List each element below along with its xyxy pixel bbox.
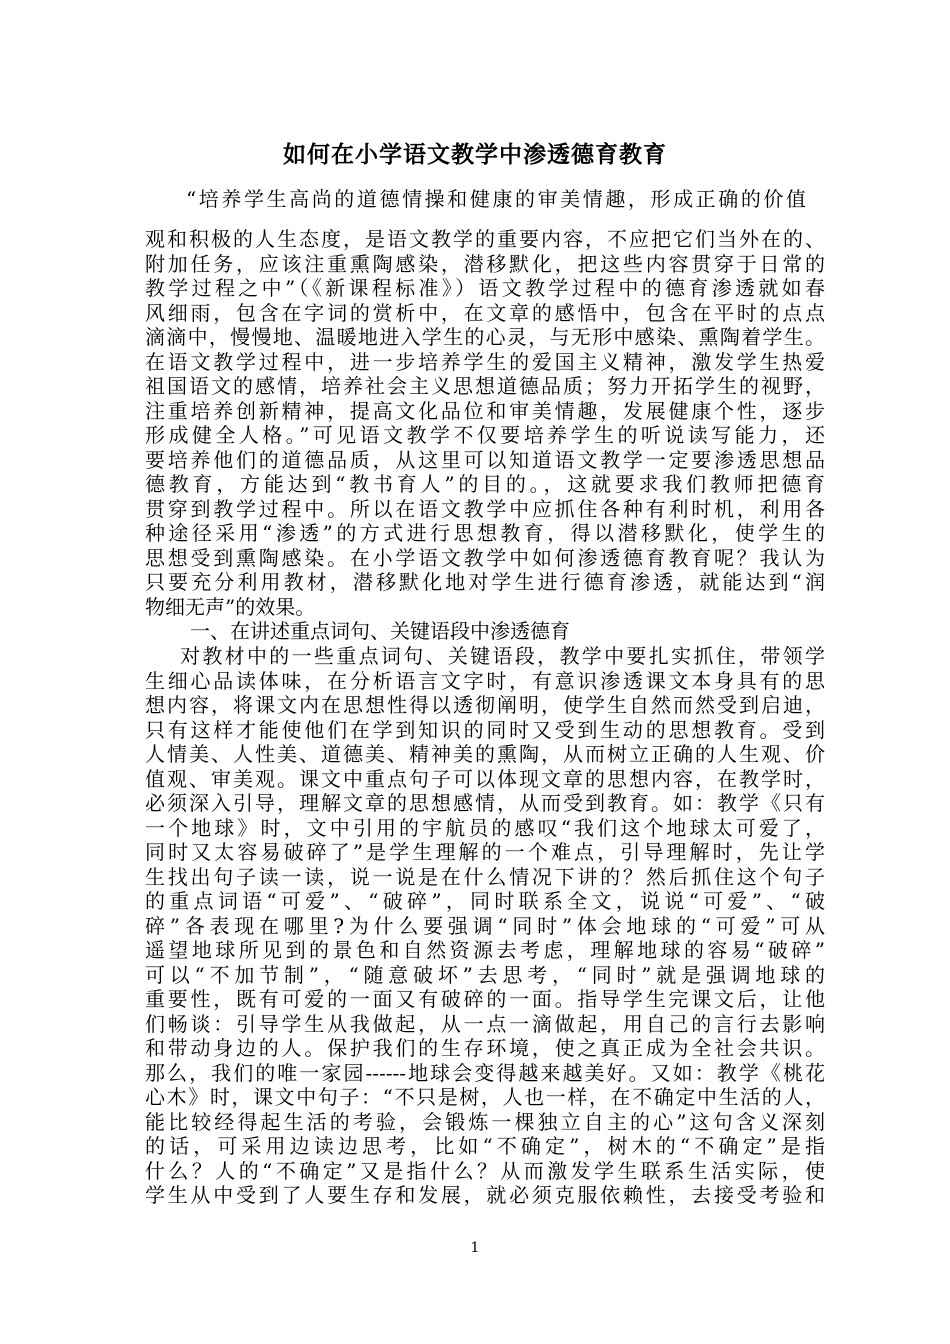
text-line: 生找出句子读一读，说一说是在什么情况下讲的？然后抓住这个句子 (145, 864, 825, 889)
page-number: 1 (470, 1240, 480, 1256)
text-line: 一、在讲述重点词句、关键语段中渗透德育 (190, 619, 570, 643)
text-line: 想内容，将课文内在思想性得以透彻阐明，使学生自然而然受到启迪， (145, 693, 825, 717)
text-line: 必须深入引导，理解文章的思想感情，从而受到教育。如：教学《只有 (145, 791, 825, 815)
document-title: 如何在小学语文教学中渗透德育教育 (283, 141, 667, 168)
text-line: 值观、审美观。课文中重点句子可以体现文章的思想内容，在教学时， (145, 766, 825, 791)
text-line: 观和积极的人生态度，是语文教学的重要内容，不应把它们当外在的、 (145, 227, 825, 251)
text-line: 们畅谈：引导学生从我做起，从一点一滴做起，用自己的言行去影响 (145, 1011, 825, 1036)
text-line: 教学过程之中”（《新课程标准》）语文教学过程中的德育渗透就如春 (145, 276, 825, 300)
text-line: 的话，可采用边读边思考，比如“不确定”，树木的“不确定”是指 (145, 1134, 825, 1158)
text-line: 人情美、人性美、道德美、精神美的熏陶，从而树立正确的人生观、价 (145, 742, 825, 766)
text-line: 的重点词语“可爱”、“破碎”，同时联系全文，说说“可爱”、“破 (145, 889, 825, 913)
text-line: 心木》时，课文中句子：“不只是树，人也一样，在不确定中生活的人， (145, 1085, 825, 1109)
text-line: 碎”各表现在哪里?为什么要强调“同时”体会地球的“可爱”可从 (145, 913, 825, 938)
text-line: 风细雨，包含在字词的赏析中，在文章的感悟中，包含在平时的点点 (145, 300, 825, 325)
text-line: 种途径采用“渗透”的方式进行思想教育，得以潜移默化，使学生的 (145, 521, 825, 545)
text-line: 物细无声”的效果。 (145, 594, 316, 619)
text-line: “培养学生高尚的道德情操和健康的审美情趣，形成正确的价值 (186, 187, 806, 211)
text-line: 只有这样才能使他们在学到知识的同时又受到生动的思想教育。受到 (145, 717, 825, 742)
text-line: 注重培养创新精神，提高文化品位和审美情趣，发展健康个性，逐步 (145, 398, 825, 423)
text-line: 可以“不加节制”，“随意破坏”去思考，“同时”就是强调地球的 (145, 962, 825, 987)
text-line: 只要充分利用教材，潜移默化地对学生进行德育渗透，就能达到“润 (145, 570, 825, 594)
text-line: 形成健全人格。”可见语文教学不仅要培养学生的听说读写能力，还 (145, 423, 825, 447)
text-line: 贯穿到教学过程中。所以在语文教学中应抓住各种有利时机，利用各 (145, 496, 825, 521)
text-line: 滴滴中，慢慢地、温暖地进入学生的心灵，与无形中感染、熏陶着学生。 (145, 325, 825, 349)
text-line: 祖国语文的感情，培养社会主义思想道德品质；努力开拓学生的视野， (145, 374, 825, 398)
text-line: 附加任务，应该注重熏陶感染，潜移默化，把这些内容贯穿于日常的 (145, 251, 825, 276)
text-line: 遥望地球所见到的景色和自然资源去考虑，理解地球的容易“破碎” (145, 938, 825, 962)
text-line: 对教材中的一些重点词句、关键语段，教学中要扎实抓住，带领学 (180, 644, 825, 668)
text-line: 在语文教学过程中，进一步培养学生的爱国主义精神，激发学生热爱 (145, 349, 825, 374)
text-line: 能比较经得起生活的考验，会锻炼一棵独立自主的心”这句含义深刻 (145, 1109, 825, 1134)
text-line: 和带动身边的人。保护我们的生存环境，使之真正成为全社会共识。 (145, 1036, 825, 1060)
text-line: 思想受到熏陶感染。在小学语文教学中如何渗透德育教育呢？我认为 (145, 545, 825, 570)
text-line: 那么，我们的唯一家园------地球会变得越来越美好。又如：教学《桃花 (145, 1060, 825, 1085)
text-line: 同时又太容易破碎了”是学生理解的一个难点，引导理解时，先让学 (145, 840, 825, 864)
text-line: 一个地球》时，文中引用的宇航员的感叹“我们这个地球太可爱了， (145, 815, 825, 840)
text-line: 重要性，既有可爱的一面又有破碎的一面。指导学生完课文后，让他 (145, 987, 825, 1011)
text-line: 什么？人的“不确定”又是指什么？从而激发学生联系生活实际，使 (145, 1158, 825, 1183)
text-line: 德教育，方能达到“教书育人”的目的。，这就要求我们教师把德育 (145, 472, 825, 496)
text-line: 生细心品读体味，在分析语言文字时，有意识渗透课文本身具有的思 (145, 668, 825, 693)
text-line: 学生从中受到了人要生存和发展，就必须克服依赖性，去接受考验和 (145, 1183, 825, 1207)
text-line: 要培养他们的道德品质，从这里可以知道语文教学一定要渗透思想品 (145, 447, 825, 472)
